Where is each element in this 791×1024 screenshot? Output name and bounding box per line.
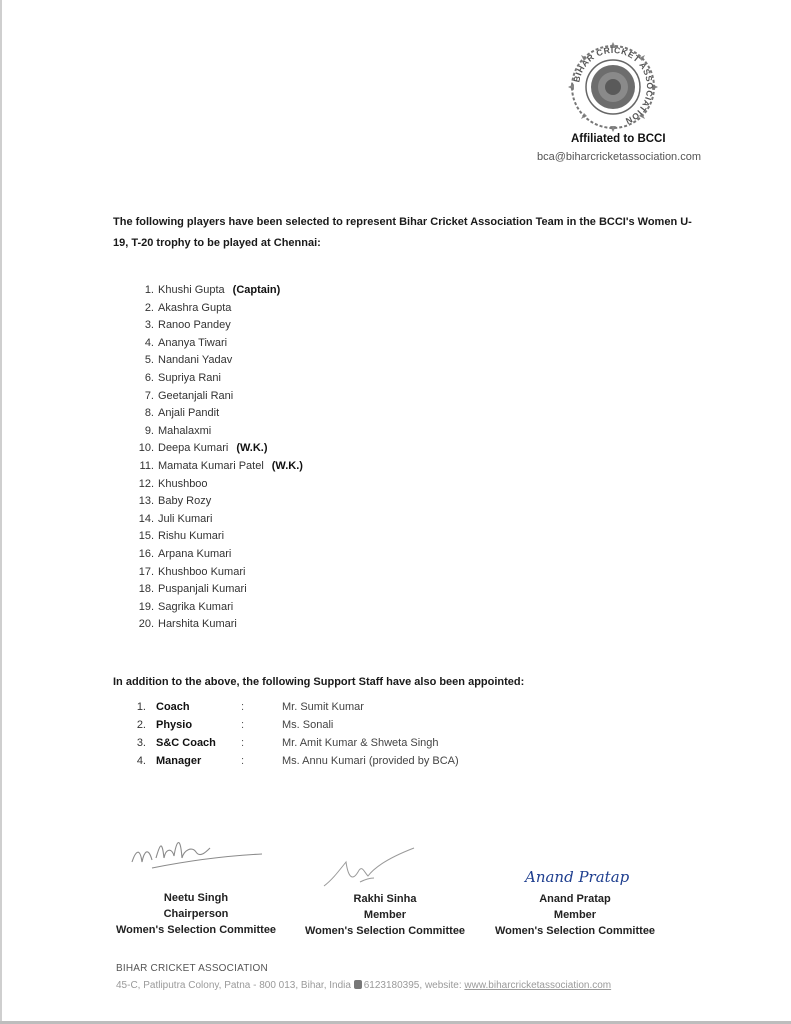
signatory-title: Chairperson bbox=[163, 908, 229, 920]
player-name: Ananya Tiwari bbox=[158, 336, 228, 349]
player-item bbox=[128, 548, 303, 566]
player-item bbox=[128, 478, 303, 496]
player-role-tag: (W.K.) bbox=[271, 459, 303, 472]
player-number: 14. bbox=[138, 512, 154, 525]
signatory-title: Member bbox=[363, 909, 407, 921]
player-name: Nandani Yadav bbox=[158, 354, 233, 367]
support-staff-list bbox=[128, 701, 528, 773]
player-name: Rishu Kumari bbox=[158, 530, 225, 543]
player-number: 11. bbox=[139, 459, 154, 472]
player-name: Khushi Gupta bbox=[158, 284, 225, 296]
signatory-anand-pratap bbox=[490, 891, 660, 939]
staff-role: Coach bbox=[156, 701, 190, 713]
staff-number: 2. bbox=[136, 719, 146, 731]
signature-anand-pratap: Anand Pratap bbox=[525, 868, 630, 886]
player-number: 6. bbox=[144, 371, 154, 384]
player-item bbox=[128, 566, 303, 584]
player-number: 13. bbox=[138, 495, 154, 508]
signature-rakhi-sinha bbox=[318, 842, 428, 892]
staff-item bbox=[128, 737, 528, 755]
player-number: 17. bbox=[138, 565, 154, 578]
player-number: 1. bbox=[144, 284, 154, 296]
staff-separator: : bbox=[241, 737, 245, 749]
player-item bbox=[128, 319, 303, 337]
player-item bbox=[128, 284, 303, 302]
player-name: Anjali Pandit bbox=[158, 407, 220, 420]
player-item bbox=[128, 601, 303, 619]
player-name: Deepa Kumari bbox=[158, 442, 229, 455]
footer-website-link[interactable]: www.biharcricketassociation.com bbox=[464, 980, 612, 991]
player-name: Ranoo Pandey bbox=[158, 319, 231, 332]
player-item bbox=[128, 618, 303, 636]
player-number: 5. bbox=[144, 354, 154, 367]
player-item bbox=[128, 407, 303, 425]
player-name: Sagrika Kumari bbox=[158, 600, 234, 613]
staff-item bbox=[128, 755, 528, 773]
player-number: 15. bbox=[138, 530, 154, 543]
signatory-rakhi-sinha bbox=[300, 891, 470, 939]
player-item bbox=[128, 460, 303, 478]
player-name: Baby Rozy bbox=[158, 495, 212, 508]
player-item bbox=[128, 337, 303, 355]
signatory-committee: Women's Selection Committee bbox=[304, 925, 466, 937]
player-item bbox=[128, 354, 303, 372]
player-number: 12. bbox=[138, 477, 154, 490]
staff-role: S&C Coach bbox=[156, 737, 216, 749]
footer-organization: BIHAR CRICKET ASSOCIATION bbox=[116, 963, 268, 974]
staff-role: Manager bbox=[156, 755, 202, 767]
player-name: Puspanjali Kumari bbox=[158, 583, 247, 596]
player-number: 4. bbox=[144, 336, 154, 349]
player-item bbox=[128, 372, 303, 390]
footer-website-label: website: bbox=[424, 980, 462, 991]
player-name: Harshita Kumari bbox=[158, 618, 237, 631]
player-number: 3. bbox=[144, 319, 154, 332]
footer-address-line: 45-C, Patliputra Colony, Patna - 800 013, Bihar, India 6123180395, website: www.biharcricketassociation.com bbox=[116, 980, 612, 991]
player-number: 18. bbox=[138, 583, 154, 596]
signatory-name: Anand Pratap bbox=[539, 893, 611, 905]
player-number: 2. bbox=[144, 301, 154, 314]
footer-phone: 6123180395 bbox=[363, 980, 420, 991]
intro-paragraph: The following players have been selected to represent Bihar Cricket Association Team in the BCCI's Women U-19, T-20 trophy to be played at Chennai: bbox=[113, 216, 692, 249]
staff-item bbox=[128, 701, 528, 719]
player-number: 20. bbox=[138, 618, 154, 631]
staff-name: Ms. Annu Kumari (provided by BCA) bbox=[282, 755, 459, 767]
signature-neetu-singh bbox=[122, 822, 272, 882]
footer-address: 45-C, Patliputra Colony, Patna - 800 013, Bihar, India bbox=[116, 980, 351, 991]
player-item bbox=[128, 425, 303, 443]
player-role-tag: (W.K.) bbox=[236, 442, 268, 455]
staff-separator: : bbox=[241, 701, 245, 713]
signatory-title: Member bbox=[553, 909, 597, 921]
staff-number: 4. bbox=[136, 755, 146, 767]
header-email: bca@biharcricketassociation.com bbox=[537, 151, 702, 163]
player-item bbox=[128, 390, 303, 408]
phone-icon bbox=[354, 980, 362, 989]
signatory-name: Rakhi Sinha bbox=[353, 893, 417, 905]
player-name: Mahalaxmi bbox=[158, 424, 212, 437]
staff-number: 3. bbox=[136, 737, 146, 749]
player-number: 10. bbox=[138, 442, 154, 455]
staff-number: 1. bbox=[136, 701, 146, 713]
player-name: Khushboo Kumari bbox=[158, 565, 246, 578]
player-item bbox=[128, 495, 303, 513]
staff-separator: : bbox=[241, 755, 245, 767]
staff-name: Mr. Amit Kumar & Shweta Singh bbox=[282, 737, 439, 749]
player-role-tag: (Captain) bbox=[232, 284, 281, 296]
player-name: Khushboo bbox=[158, 477, 208, 490]
page-edge-left bbox=[0, 0, 2, 1024]
player-name: Juli Kumari bbox=[158, 512, 213, 525]
player-name: Akashra Gupta bbox=[158, 301, 232, 314]
signatory-name: Neetu Singh bbox=[163, 892, 229, 904]
signatory-neetu-singh bbox=[112, 890, 280, 938]
staff-role: Physio bbox=[156, 719, 193, 731]
player-item bbox=[128, 583, 303, 601]
staff-separator: : bbox=[241, 719, 245, 731]
player-number: 7. bbox=[144, 389, 154, 402]
signatory-committee: Women's Selection Committee bbox=[494, 925, 656, 937]
svg-text:BIHAR CRICKET ASSOCIATION: BIHAR CRICKET ASSOCIATION bbox=[571, 44, 656, 127]
bca-logo bbox=[566, 40, 660, 134]
player-item bbox=[128, 302, 303, 320]
affiliated-text: Affiliated to BCCI bbox=[571, 133, 666, 145]
player-item bbox=[128, 442, 303, 460]
staff-item bbox=[128, 719, 528, 737]
players-list bbox=[128, 284, 303, 636]
player-number: 19. bbox=[138, 600, 154, 613]
player-name: Mamata Kumari Patel bbox=[158, 459, 264, 472]
player-name: Geetanjali Rani bbox=[158, 389, 234, 402]
staff-name: Mr. Sumit Kumar bbox=[282, 701, 364, 713]
player-number: 16. bbox=[138, 547, 154, 560]
support-staff-intro: In addition to the above, the following Support Staff have also been appointed: bbox=[113, 676, 525, 688]
signatory-committee: Women's Selection Committee bbox=[115, 924, 277, 936]
player-number: 8. bbox=[144, 407, 154, 420]
player-name: Arpana Kumari bbox=[158, 547, 232, 560]
player-number: 9. bbox=[144, 424, 154, 437]
player-name: Supriya Rani bbox=[158, 371, 221, 384]
player-item bbox=[128, 513, 303, 531]
player-item bbox=[128, 530, 303, 548]
staff-name: Ms. Sonali bbox=[282, 719, 334, 731]
